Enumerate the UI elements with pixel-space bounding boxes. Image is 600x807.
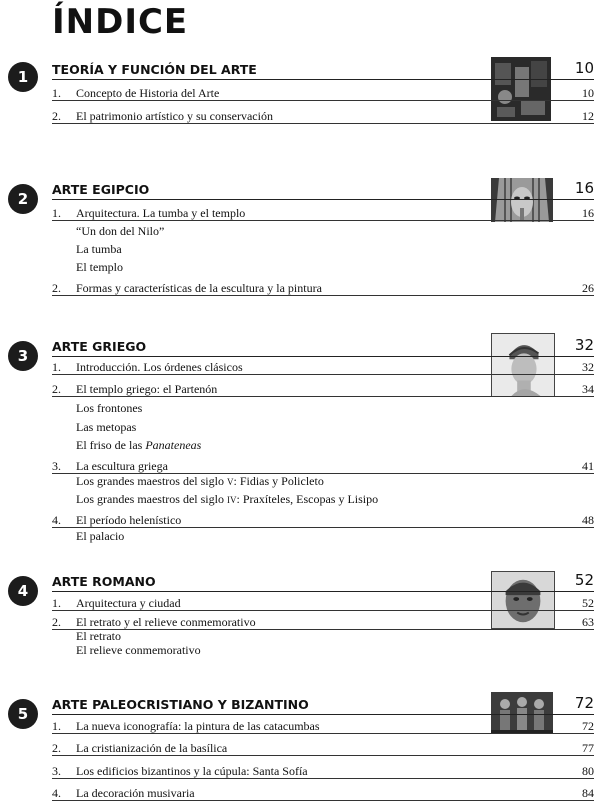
chapter-rule: [52, 199, 594, 200]
chapter-page-number: 32: [574, 336, 594, 354]
section-row[interactable]: [52, 459, 594, 475]
subsection-item[interactable]: La tumba: [76, 242, 122, 256]
chapter-page-number: 72: [574, 694, 594, 712]
section-rule: [52, 374, 594, 375]
section-page-number: 84: [582, 786, 594, 800]
section-number: 4.: [52, 786, 61, 800]
section-row[interactable]: [52, 382, 594, 398]
section-title: El retrato y el relieve conmemorativo: [76, 615, 256, 629]
section-number: 3.: [52, 764, 61, 778]
section-page-number: 10: [582, 86, 594, 100]
subsection-text: El friso de las: [76, 438, 146, 452]
chapter-number-badge: 2: [8, 184, 38, 214]
section-rule: [52, 527, 594, 528]
section-number: 1.: [52, 86, 61, 100]
section-number: 3.: [52, 459, 61, 473]
section-row[interactable]: [52, 741, 594, 757]
subsection-item[interactable]: [76, 474, 324, 489]
section-rule: [52, 733, 594, 734]
section-title: La nueva iconografía: la pintura de las catacumbas: [76, 719, 320, 733]
section-number: 1.: [52, 719, 61, 733]
section-title: La cristianización de la basílica: [76, 741, 228, 755]
subsection-item[interactable]: El palacio: [76, 529, 125, 543]
chapter-page-number: 16: [574, 179, 594, 197]
chapter-rule: [52, 356, 594, 357]
section-rule: [52, 100, 594, 101]
section-page-number: 26: [582, 281, 594, 295]
subsection-item[interactable]: Las metopas: [76, 420, 137, 434]
subsection-text: Los grandes maestros del siglo: [76, 474, 227, 488]
section-page-number: 12: [582, 109, 594, 123]
section-page-number: 32: [582, 360, 594, 374]
chapter-rule: [52, 714, 594, 715]
section-rule: [52, 629, 594, 630]
section-row[interactable]: [52, 615, 594, 631]
section-number: 1.: [52, 360, 61, 374]
section-title: Formas y características de la escultura y la pintura: [76, 281, 322, 295]
subsection-item[interactable]: El retrato: [76, 629, 121, 643]
subsection-italic-text: Panateneas: [145, 438, 202, 452]
century-numeral: IV: [226, 495, 237, 505]
chapter-title[interactable]: ARTE GRIEGO: [52, 339, 147, 354]
section-row[interactable]: [52, 206, 594, 222]
section-page-number: 80: [582, 764, 594, 778]
section-title: Introducción. Los órdenes clásicos: [76, 360, 243, 374]
section-page-number: 41: [582, 459, 594, 473]
section-title: El patrimonio artístico y su conservación: [76, 109, 273, 123]
section-page-number: 34: [582, 382, 594, 396]
section-row[interactable]: [52, 719, 594, 735]
section-row[interactable]: [52, 513, 594, 529]
section-title: Arquitectura y ciudad: [76, 596, 181, 610]
page-title: ÍNDICE: [52, 2, 189, 42]
section-rule: [52, 778, 594, 779]
chapter-rule: [52, 79, 594, 80]
section-number: 1.: [52, 206, 61, 220]
section-row[interactable]: [52, 86, 594, 102]
chapter-title[interactable]: ARTE PALEOCRISTIANO Y BIZANTINO: [52, 697, 309, 712]
section-row[interactable]: [52, 596, 594, 612]
section-rule: [52, 610, 594, 611]
section-number: 4.: [52, 513, 61, 527]
section-title: Concepto de Historia del Arte: [76, 86, 220, 100]
century-numeral: V: [226, 477, 234, 487]
section-number: 2.: [52, 741, 61, 755]
chapter-number-badge: 5: [8, 699, 38, 729]
chapter-rule: [52, 591, 594, 592]
section-title: El período helenístico: [76, 513, 182, 527]
section-rule: [52, 800, 594, 801]
subsection-item[interactable]: “Un don del Nilo”: [76, 224, 165, 238]
section-number: 2.: [52, 615, 61, 629]
section-page-number: 16: [582, 206, 594, 220]
section-page-number: 72: [582, 719, 594, 733]
section-number: 2.: [52, 382, 61, 396]
subsection-item[interactable]: [76, 438, 201, 453]
section-rule: [52, 295, 594, 296]
section-row[interactable]: [52, 360, 594, 376]
chapter-title[interactable]: ARTE EGIPCIO: [52, 182, 150, 197]
chapter-page-number: 10: [574, 59, 594, 77]
section-title: La escultura griega: [76, 459, 168, 473]
subsection-text: Los grandes maestros del siglo: [76, 492, 227, 506]
section-rule: [52, 220, 594, 221]
chapter-number-badge: 4: [8, 576, 38, 606]
section-rule: [52, 396, 594, 397]
chapter-number-badge: 1: [8, 62, 38, 92]
section-number: 2.: [52, 281, 61, 295]
section-number: 2.: [52, 109, 61, 123]
section-rule: [52, 123, 594, 124]
section-title: Los edificios bizantinos y la cúpula: Santa Sofía: [76, 764, 308, 778]
section-page-number: 52: [582, 596, 594, 610]
section-row[interactable]: [52, 281, 594, 297]
chapter-title[interactable]: ARTE ROMANO: [52, 574, 156, 589]
subsection-item[interactable]: Los frontones: [76, 401, 143, 415]
section-title: La decoración musivaria: [76, 786, 195, 800]
subsection-item[interactable]: El relieve conmemorativo: [76, 643, 201, 657]
section-rule: [52, 755, 594, 756]
chapter-number-badge: 3: [8, 341, 38, 371]
subsection-text: : Fidias y Policleto: [233, 474, 324, 488]
section-row[interactable]: [52, 786, 594, 802]
section-page-number: 63: [582, 615, 594, 629]
section-title: El templo griego: el Partenón: [76, 382, 218, 396]
chapter-title[interactable]: TEORÍA Y FUNCIÓN DEL ARTE: [52, 62, 257, 77]
section-title: Arquitectura. La tumba y el templo: [76, 206, 246, 220]
subsection-text: : Praxíteles, Escopas y Lisipo: [236, 492, 379, 506]
section-row[interactable]: [52, 764, 594, 780]
subsection-item[interactable]: El templo: [76, 260, 123, 274]
section-page-number: 77: [582, 741, 594, 755]
section-number: 1.: [52, 596, 61, 610]
section-page-number: 48: [582, 513, 594, 527]
subsection-item[interactable]: [76, 492, 378, 507]
section-row[interactable]: [52, 109, 594, 125]
chapter-page-number: 52: [574, 571, 594, 589]
